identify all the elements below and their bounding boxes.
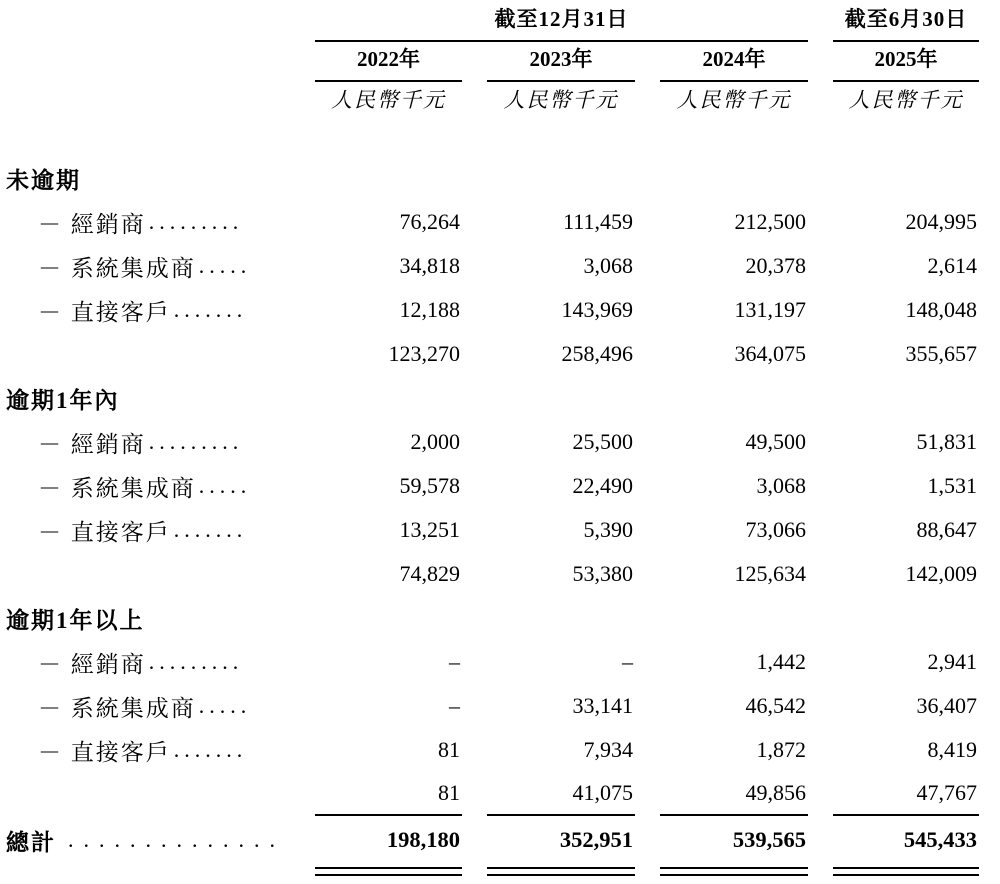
- cell-value: 22,490: [572, 473, 633, 498]
- row-label: － 系統集成商 .....: [38, 253, 252, 281]
- section-header-row: [0, 376, 983, 420]
- unit-label: 人民幣千元: [503, 88, 619, 112]
- subtotal-value: 81: [315, 772, 462, 816]
- double-rule: [487, 867, 635, 876]
- subtotal-value: 41,075: [487, 772, 635, 816]
- leader-dots: .....: [198, 473, 252, 498]
- row-label: － 直接客戶 .......: [38, 297, 248, 325]
- column-group-jun30: 截至6月30日: [833, 4, 979, 42]
- row-label: － 經銷商 .........: [38, 209, 244, 237]
- cell-value: 8,419: [927, 737, 977, 762]
- row-label: － 直接客戶 .......: [38, 517, 248, 545]
- cell-value: 33,141: [572, 693, 633, 718]
- row-label: － 系統集成商 .....: [38, 473, 252, 501]
- subtotal-value: 142,009: [905, 561, 977, 586]
- cell-value: –: [449, 649, 460, 674]
- double-rule: [833, 867, 979, 876]
- cell-value: 212,500: [734, 209, 806, 234]
- unit-label: 人民幣千元: [331, 88, 446, 112]
- leader-dots: .........: [148, 649, 244, 674]
- total-value: 198,180: [386, 827, 460, 852]
- cell-value: 3,068: [583, 253, 633, 278]
- table-row: [0, 640, 983, 684]
- cell-value: 20,378: [745, 253, 806, 278]
- column-header-2022: 2022年: [315, 42, 462, 82]
- cell-value: 2,000: [410, 429, 460, 454]
- row-label: － 經銷商 .........: [38, 649, 244, 677]
- cell-value: 46,542: [745, 693, 806, 718]
- spacer-cell: [0, 82, 290, 118]
- spacer-cell: [0, 4, 290, 42]
- total-value: 539,565: [732, 827, 806, 852]
- cell-value: 143,969: [561, 297, 633, 322]
- subtotal-value: 74,829: [399, 561, 460, 586]
- cell-value: 76,264: [399, 209, 460, 234]
- cell-value: 13,251: [399, 517, 460, 542]
- leader-dots: .......: [173, 737, 248, 762]
- cell-value: 148,048: [905, 297, 977, 322]
- total-row: [0, 816, 983, 864]
- cell-value: 1,531: [927, 473, 977, 498]
- row-label: － 直接客戶 .......: [38, 737, 248, 765]
- table-row: [0, 244, 983, 288]
- subtotal-row: [0, 772, 983, 816]
- subtotal-value: 125,634: [734, 561, 806, 586]
- table-row: [0, 684, 983, 728]
- leader-dots: .......: [173, 297, 248, 322]
- cell-value: 25,500: [572, 429, 633, 454]
- unit-header-row: [0, 82, 983, 118]
- table-row: [0, 288, 983, 332]
- table-row: [0, 728, 983, 772]
- total-value: 545,433: [903, 827, 977, 852]
- cell-value: 51,831: [916, 429, 977, 454]
- subtotal-value: 355,657: [905, 341, 977, 366]
- section-header-row: [0, 596, 983, 640]
- cell-value: 1,442: [756, 649, 806, 674]
- cell-value: 5,390: [583, 517, 633, 542]
- double-rule: [315, 867, 462, 876]
- cell-value: –: [449, 693, 460, 718]
- column-group-header-row: [0, 4, 983, 42]
- cell-value: 49,500: [745, 429, 806, 454]
- table-row: [0, 200, 983, 244]
- cell-value: 12,188: [399, 297, 460, 322]
- cell-value: 59,578: [399, 473, 460, 498]
- subtotal-row: [0, 552, 983, 596]
- double-rule: [660, 867, 808, 876]
- cell-value: 7,934: [583, 737, 633, 762]
- cell-value: 204,995: [905, 209, 977, 234]
- leader-dots: .....: [198, 253, 252, 278]
- subtotal-value: 258,496: [561, 341, 633, 366]
- table-body: [0, 156, 983, 876]
- leader-dots: .........: [148, 209, 244, 234]
- total-double-underline-row: [0, 867, 983, 876]
- table-row: [0, 508, 983, 552]
- table-row: [0, 464, 983, 508]
- section-title-overdue-within-1yr: 逾期1年內: [6, 387, 120, 413]
- cell-value: 1,872: [756, 737, 806, 762]
- subtotal-value: 47,767: [833, 772, 979, 816]
- column-header-2025: 2025年: [833, 42, 979, 82]
- leader-dots: ..............: [68, 827, 285, 852]
- cell-value: 81: [438, 737, 460, 762]
- section-title-overdue-over-1yr: 逾期1年以上: [6, 607, 145, 633]
- spacer-cell: [0, 772, 290, 816]
- unit-label: 人民幣千元: [676, 88, 792, 112]
- year-header-row: [0, 42, 983, 82]
- unit-label: 人民幣千元: [848, 88, 964, 112]
- column-group-dec31: 截至12月31日: [315, 4, 808, 42]
- cell-value: 2,941: [927, 649, 977, 674]
- subtotal-value: 49,856: [660, 772, 808, 816]
- subtotal-value: 123,270: [388, 341, 460, 366]
- cell-value: 131,197: [734, 297, 806, 322]
- cell-value: –: [622, 649, 633, 674]
- subtotal-value: 53,380: [572, 561, 633, 586]
- spacer-cell: [0, 42, 290, 82]
- row-label: － 系統集成商 .....: [38, 693, 252, 721]
- column-header-2023: 2023年: [487, 42, 635, 82]
- row-label: － 經銷商 .........: [38, 429, 244, 457]
- column-header-2024: 2024年: [660, 42, 808, 82]
- spacer-cell: [0, 867, 290, 876]
- spacer-cell: [0, 552, 290, 596]
- cell-value: 73,066: [745, 517, 806, 542]
- cell-value: 111,459: [563, 209, 633, 234]
- section-header-row: [0, 156, 983, 200]
- cell-value: 2,614: [927, 253, 977, 278]
- spacer-cell: [0, 332, 290, 376]
- cell-value: 36,407: [916, 693, 977, 718]
- table-row: [0, 420, 983, 464]
- leader-dots: .....: [198, 693, 252, 718]
- leader-dots: .......: [173, 517, 248, 542]
- subtotal-value: 364,075: [734, 341, 806, 366]
- total-value: 352,951: [559, 827, 633, 852]
- section-title-not-overdue: 未逾期: [6, 167, 81, 193]
- subtotal-row: [0, 332, 983, 376]
- cell-value: 34,818: [399, 253, 460, 278]
- leader-dots: .........: [148, 429, 244, 454]
- cell-value: 88,647: [916, 517, 977, 542]
- cell-value: 3,068: [756, 473, 806, 498]
- total-label: 總計 ..............: [6, 827, 285, 855]
